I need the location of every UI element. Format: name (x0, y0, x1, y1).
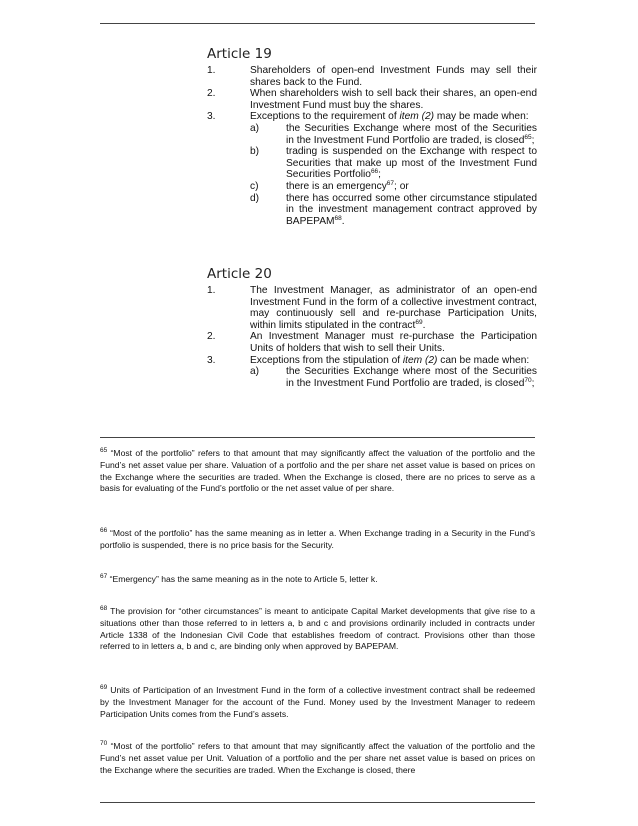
footnote-separator (100, 437, 535, 438)
article-19-subitem-b: b) trading is suspended on the Exchange with respect to Securities that make up most of the Investment Fund Securities Portfolio$^{66}$; (250, 146, 537, 181)
footnote-69: $^{69}$ Units of Participation of an Investment Fund in the form of a collective investment contract shall be redeemed by the Investment Manager for the account of the Fund. Money used by the Investment Manager to redeem Participation Units comes from the Fund’s assets. (100, 684, 535, 719)
article-20-title: Article 20 (207, 266, 272, 282)
article-19-item-3: 3. Exceptions to the requirement of item (2) may be made when: (207, 111, 529, 123)
article-20-item-3: 3. Exceptions from the stipulation of item (2) can be made when: (207, 354, 530, 366)
article-20 (207, 266, 537, 389)
article-19-subitem-a: a) the Securities Exchange where most of the Securities in the Investment Fund Portfolio are traded, is closed$^{65}$; (250, 122, 537, 146)
footnote-ref-67[interactable]: 67 (386, 179, 395, 187)
article-19-item-2: 2. When shareholders wish to sell back their shares, an open-end Investment Fund must buy the shares. (207, 88, 537, 111)
footnote-ref-70[interactable]: 70 (524, 376, 532, 384)
article-20-item-2: 2. An Investment Manager must re-purchase the Participation Units of holders that wish to sell their Units. (207, 331, 537, 354)
article-19-subitems (207, 123, 537, 227)
article-19-subitem-c: c) there is an emergency$^{67}$; or (250, 179, 409, 192)
footnote-65: $^{65}$ “Most of the portfolio” refers to that amount that may significantly affect the valuation of the portfolio and the Fund’s net asset value per share. Valuation of a portfolio and the per share net asset value is based on prices on the Exchange where the securities are traded. When the Exchange is closed, there are no prices to serve as a basis for evaluating of the Fund’s portfolio or the net asset value of per share. (100, 447, 535, 494)
footnote-66: $^{66}$ “Most of the portfolio” has the same meaning as in letter a. When Exchange trading in a Security in the Fund’s portfolio is suspended, there is no price basis for the Security. (100, 527, 535, 550)
article-19-subitem-d: d) there has occurred some other circumstance stipulated in the investment management contract approved by BAPEPAM$^{68}$. (250, 192, 537, 227)
footnote-ref-68[interactable]: 68 (334, 214, 342, 222)
top-rule (100, 23, 535, 24)
footnote-70: $^{70}$ “Most of the portfolio” refers to that amount that may significantly affect the valuation of the portfolio and the Fund’s net asset value per Unit. Valuation of a portfolio and the per share net asset value is based on prices on the Exchange where the securities are traded. When the Exchange is closed, there (100, 740, 535, 775)
article-20-subitems (207, 366, 537, 389)
footnote-67: $^{67}$ “Emergency” has the same meaning as in the note to Article 5, letter k. (100, 573, 378, 584)
article-20-item-1: 1. The Investment Manager, as administrator of an open-end Investment Fund in the form of a collective investment contract, may continuously sell and re-purchase Participation Units, within limits stipulated in the contract$^{69}$. (207, 285, 537, 331)
footnote-68: $^{68}$ The provision for “other circumstances” is meant to anticipate Capital Market developments that give rise to a situations other than those referred to in letters a, b and c and provisions ordinarily included in contracts under Article 1338 of the Indonesian Civil Code that establishes freedom of contract. Provisions other than those referred to in letters a, b and c, are binding only when approved by BAPEPAM. (100, 605, 535, 652)
footnote-ref-69[interactable]: 69 (415, 318, 423, 326)
article-19-item-1: 1. Shareholders of open-end Investment Funds may sell their shares back to the Fund. (207, 65, 537, 88)
footnote-ref-66[interactable]: 66 (370, 168, 379, 176)
bottom-rule (100, 802, 535, 803)
article-19 (207, 46, 537, 227)
article-20-subitem-a: a) the Securities Exchange where most of the Securities in the Investment Fund Portfolio are traded, is closed$^{70}$; (250, 366, 537, 389)
article-19-title: Article 19 (207, 46, 272, 62)
footnote-ref-65[interactable]: 65 (524, 133, 532, 141)
